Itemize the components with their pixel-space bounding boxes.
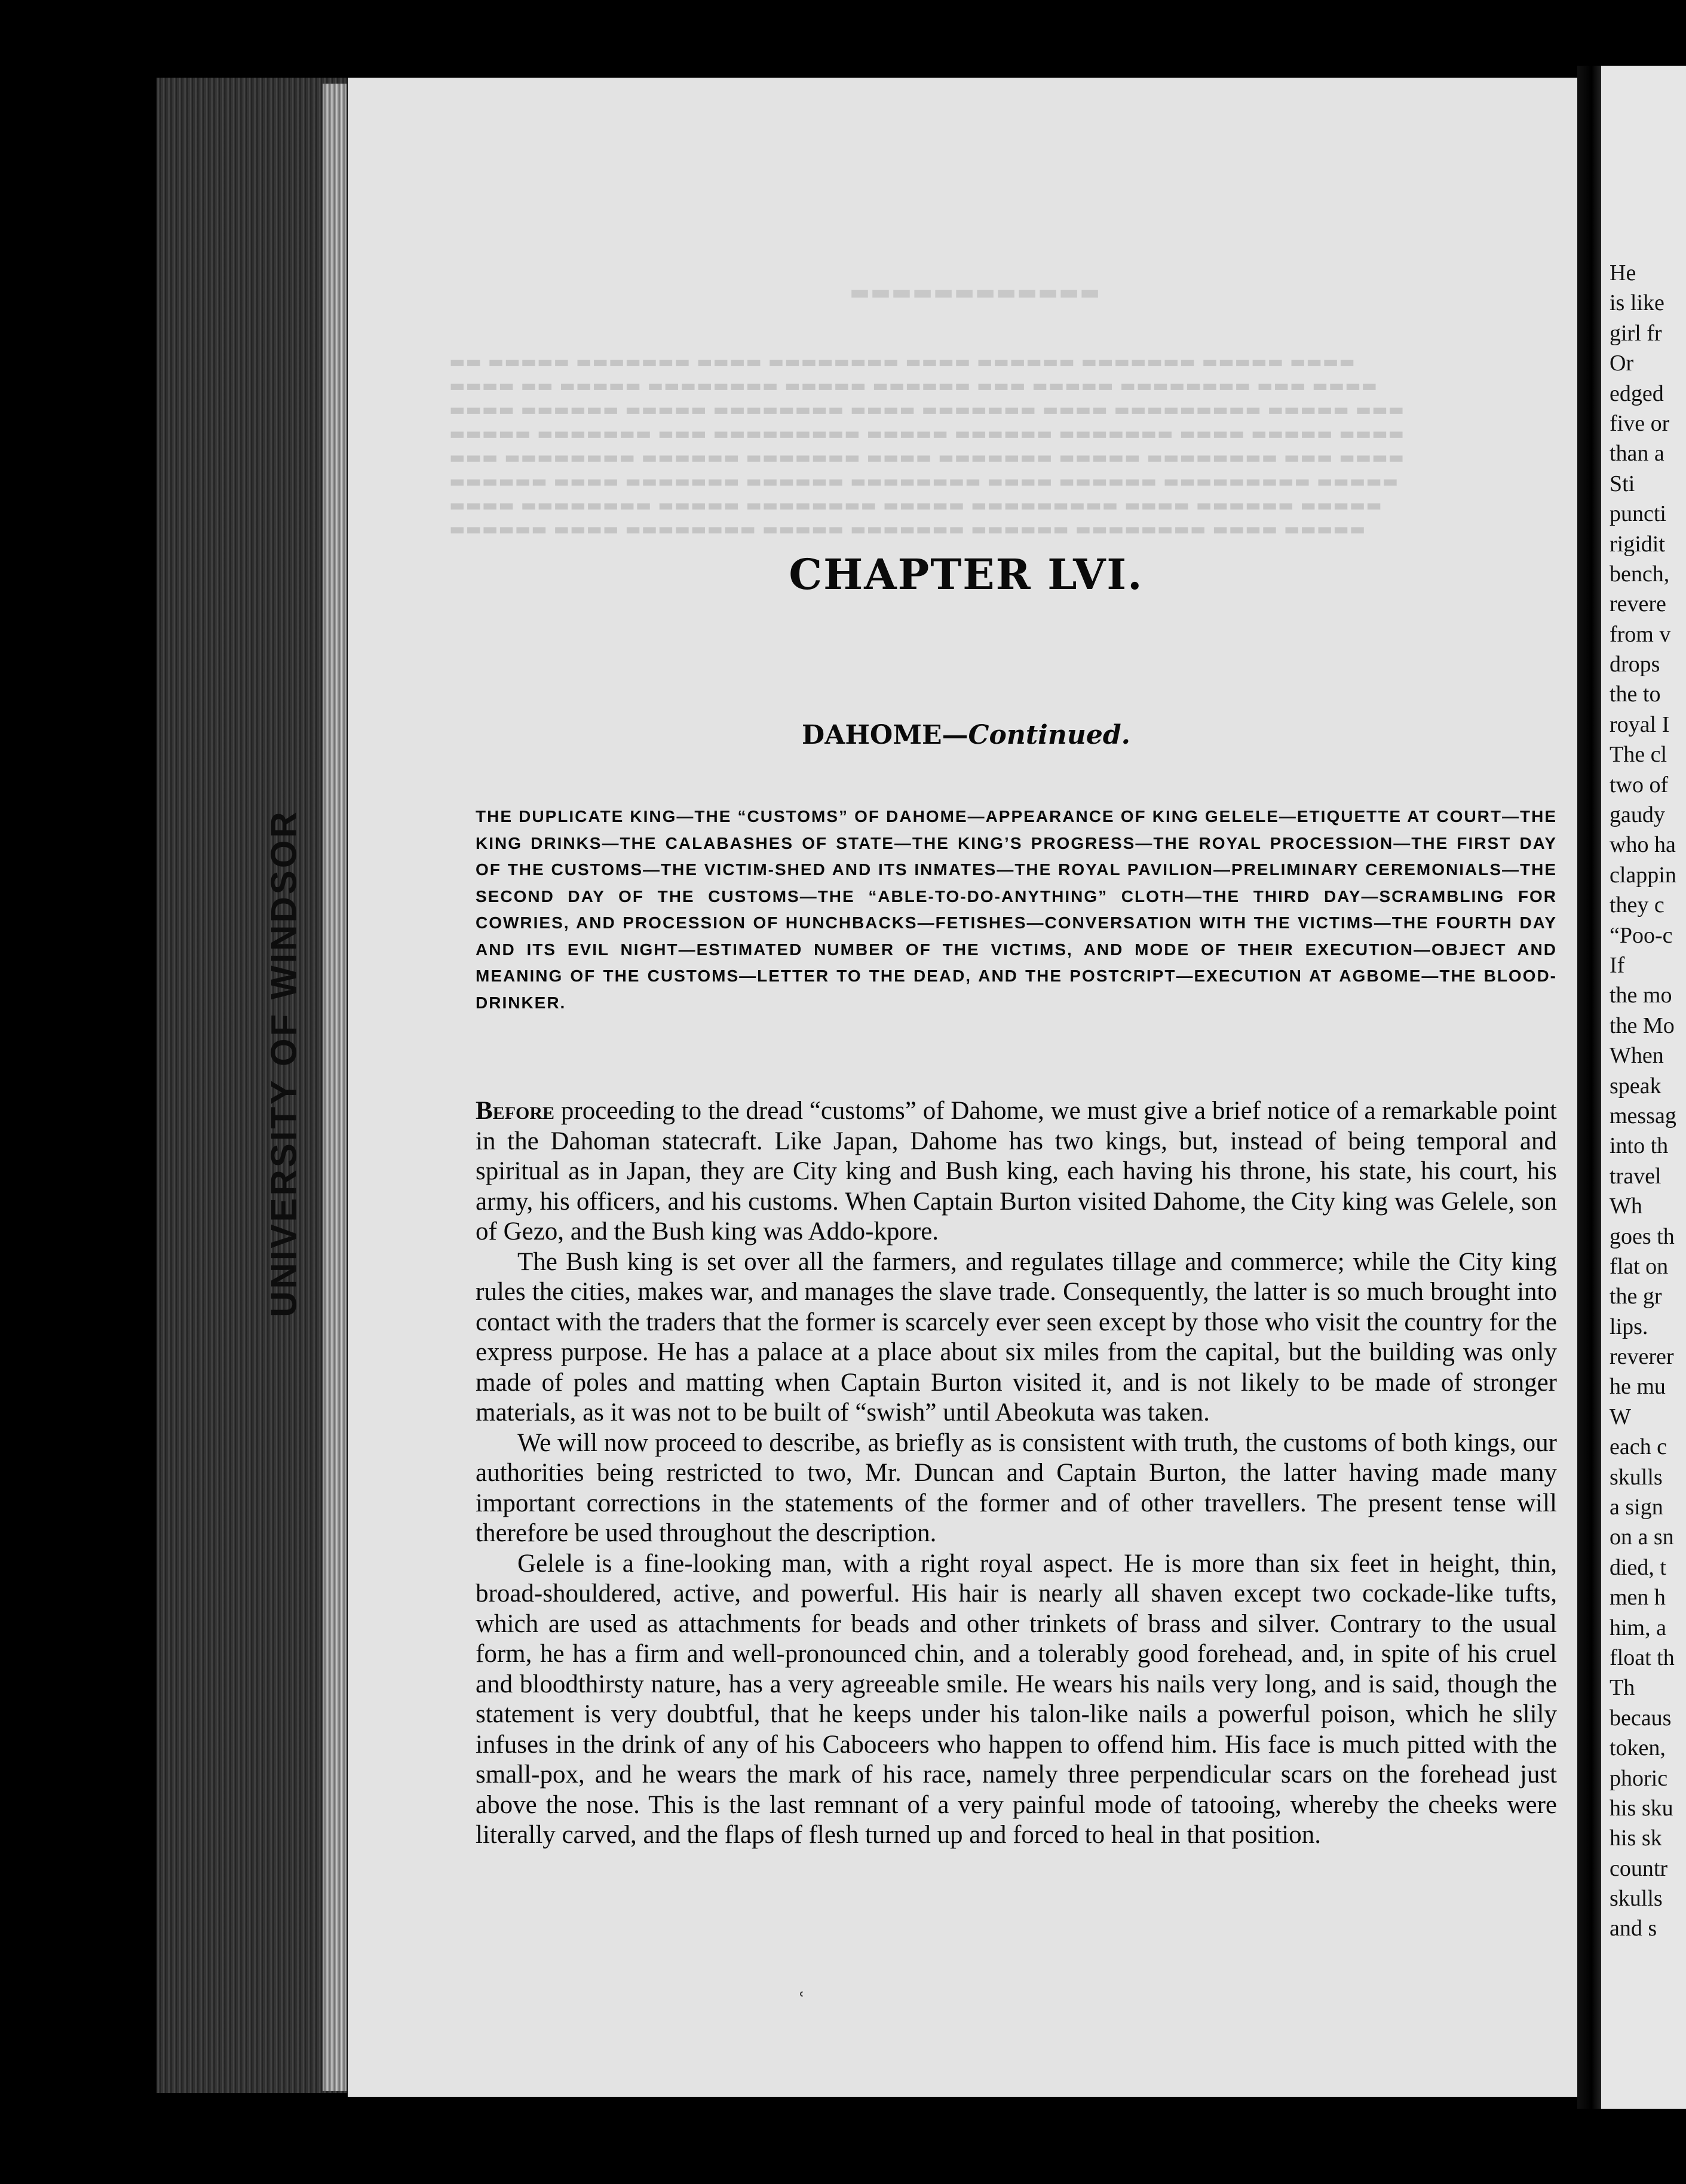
right-page-line: they c bbox=[1610, 892, 1664, 918]
right-page-line: from v bbox=[1610, 621, 1671, 647]
right-page-line: two of bbox=[1610, 772, 1669, 797]
right-page-line: the gr bbox=[1610, 1284, 1662, 1309]
right-page-line: on a sn bbox=[1610, 1524, 1674, 1550]
body-text bbox=[476, 1096, 1557, 1851]
right-page-line: puncti bbox=[1610, 501, 1666, 527]
right-page-line: him, a bbox=[1610, 1615, 1666, 1640]
right-page-line: each c bbox=[1610, 1434, 1667, 1460]
chapter-subtitle bbox=[348, 720, 1584, 750]
right-page-line: Sti bbox=[1610, 471, 1635, 496]
chapter-title: CHAPTER LVI. bbox=[789, 550, 1144, 599]
right-page-line: The cl bbox=[1610, 742, 1667, 768]
right-page-line: Th bbox=[1610, 1675, 1635, 1701]
right-page-line: the Mo bbox=[1610, 1013, 1675, 1038]
right-page-line: speak bbox=[1610, 1073, 1662, 1099]
right-page-line: died, t bbox=[1610, 1554, 1666, 1580]
right-page-line: who ha bbox=[1610, 832, 1676, 858]
paragraph-3: We will now proceed to describe, as briefly as is consistent with truth, the customs of both kings, our authorities being restricted to two, Mr. Duncan and Captain Burton, the latter having made many important corrections in the statements of the former and of other travellers. The present tense will therefore be used throughout the description. bbox=[476, 1428, 1557, 1547]
right-page-fragment bbox=[1601, 66, 1686, 2109]
right-page-line: float th bbox=[1610, 1645, 1675, 1670]
subtitle-continued: Continued. bbox=[968, 720, 1130, 750]
right-page-line: flat on bbox=[1610, 1253, 1669, 1279]
right-page-line: W bbox=[1610, 1404, 1631, 1430]
right-page-line: a sign bbox=[1610, 1495, 1663, 1520]
paragraph-2: The Bush king is set over all the farmers, and regulates tillage and commerce; while the City king rules the cities, makes war, and manages the slave trade. Consequently, the latter is so much brought into contact with the traders that the former is scarcely ever seen except by those who visit the country for the express purpose. He has a palace at a place about six miles from the capital, but the building was only made of poles and matting when Captain Burton visited it, and is not likely to be made of stronger materials, as it was not to be built of “swish” until Abeokuta was taken. bbox=[476, 1247, 1557, 1427]
right-page-line: bench, bbox=[1610, 561, 1670, 587]
right-page-line: If bbox=[1610, 952, 1625, 978]
right-page-line: his sku bbox=[1610, 1795, 1673, 1821]
right-page-line: messag bbox=[1610, 1103, 1676, 1128]
right-page-line: He bbox=[1610, 260, 1636, 286]
right-page-line: skulls bbox=[1610, 1886, 1663, 1912]
right-page-line: the mo bbox=[1610, 983, 1672, 1008]
right-page-line: royal I bbox=[1610, 711, 1670, 737]
right-page-line: five or bbox=[1610, 410, 1670, 436]
right-page-line: his sk bbox=[1610, 1826, 1662, 1851]
right-page-lines bbox=[1610, 258, 1686, 1944]
right-page-line: goes th bbox=[1610, 1223, 1675, 1249]
right-page-line: skulls bbox=[1610, 1464, 1663, 1490]
right-page-line: girl fr bbox=[1610, 320, 1662, 346]
bleed-through-text: ▬▬▬▬▬▬▬▬▬▬▬▬ ▬▬ ▬▬▬▬▬ ▬▬▬▬▬▬▬ ▬▬▬▬ ▬▬▬▬▬▬▬▬ ▬▬▬▬ ▬▬▬▬▬▬ ▬▬▬▬▬▬▬ ▬▬▬▬▬ ▬▬▬▬ ▬▬▬▬ ▬▬ ▬▬▬▬▬ ▬▬▬▬▬▬▬▬ ▬▬▬▬▬ ▬▬▬▬▬▬ ▬▬▬ ▬▬▬▬▬ ▬▬▬▬▬▬▬▬ ▬▬▬ ▬▬▬▬ ▬▬▬▬ ▬▬▬▬▬▬ ▬▬▬▬▬ ▬▬▬▬▬▬▬▬ ▬▬▬▬ ▬▬▬▬▬▬▬ ▬▬▬▬ ▬▬▬▬▬▬▬▬▬ ▬▬▬▬▬ ▬▬▬ ▬▬▬▬▬ ▬▬▬▬▬▬▬ ▬▬▬ ▬▬▬▬▬▬▬▬▬ ▬▬▬▬▬ ▬▬▬▬▬▬ ▬▬▬▬▬▬▬ ▬▬▬▬ ▬▬▬▬▬ ▬▬▬▬ ▬▬▬ ▬▬▬▬▬▬▬▬ ▬▬▬▬▬▬ ▬▬▬▬▬▬▬ ▬▬▬▬ ▬▬▬▬▬▬▬ ▬▬▬▬▬ ▬▬▬▬▬▬▬▬ ▬▬▬ ▬▬▬▬ ▬▬▬▬▬▬ ▬▬▬▬ ▬▬▬▬▬▬▬ ▬▬▬▬▬▬ ▬▬▬▬▬▬▬▬ ▬▬▬▬ ▬▬▬▬▬▬ ▬▬▬▬▬▬▬▬▬ ▬▬▬▬▬ ▬▬▬▬ ▬▬▬▬▬▬▬▬ ▬▬▬▬▬ ▬▬▬▬▬▬▬▬ ▬▬▬▬▬ ▬▬▬▬▬▬▬▬▬ ▬▬▬▬ ▬▬▬▬▬▬ ▬▬▬▬▬ ▬▬▬▬▬▬ ▬▬▬▬ ▬▬▬▬▬▬▬▬ ▬▬▬▬▬ ▬▬▬▬▬▬▬ ▬▬▬▬▬▬ ▬▬▬▬▬▬▬▬ ▬▬▬▬ ▬▬▬▬▬ bbox=[449, 280, 1405, 539]
right-page-line: and s bbox=[1610, 1916, 1657, 1941]
right-page-line: drops bbox=[1610, 652, 1660, 677]
margin-mark: ˓ bbox=[799, 1983, 805, 2007]
library-stamp: UNIVERSITY OF WINDSOR bbox=[263, 809, 304, 1317]
right-page-line: “Poo-c bbox=[1610, 922, 1673, 948]
right-page-line: edged bbox=[1610, 381, 1664, 406]
right-page-line: When bbox=[1610, 1043, 1664, 1069]
right-page-line: Or bbox=[1610, 351, 1634, 376]
right-page-line: gaudy bbox=[1610, 802, 1665, 828]
book-gutter bbox=[1577, 66, 1601, 2109]
book-spine bbox=[157, 78, 347, 2093]
right-page-line: into th bbox=[1610, 1133, 1669, 1159]
chapter-summary: THE DUPLICATE KING—THE “CUSTOMS” OF DAHOME—APPEARANCE OF KING GELELE—ETIQUETTE AT COURT—THE KING DRINKS—THE CALABASHES OF STATE—THE KING’S PROGRESS—THE ROYAL PROCESSION—THE FIRST DAY OF THE CUSTOMS—THE VICTIM-SHED AND ITS INMATES—THE ROYAL PAVILION—PRELIMINARY CEREMONIALS—THE SECOND DAY OF THE CUSTOMS—THE “ABLE-TO-DO-ANYTHING” CLOTH—THE THIRD DAY—SCRAMBLING FOR COWRIES, AND PROCESSION OF HUNCHBACKS—FETISHES—CONVERSATION WITH THE VICTIMS—THE FOURTH DAY AND ITS EVIL NIGHT—ESTIMATED NUMBER OF THE VICTIMS, AND MODE OF THEIR EXECUTION—OBJECT AND MEANING OF THE CUSTOMS—LETTER TO THE DEAD, AND THE POSTCRIPT—EXECUTION AT AGBOME—THE BLOOD-DRINKER. bbox=[476, 807, 1557, 1012]
right-page-line: clappin bbox=[1610, 862, 1676, 888]
right-page-line: he mu bbox=[1610, 1374, 1666, 1400]
right-page-line: men h bbox=[1610, 1585, 1666, 1611]
right-page-line: lips. bbox=[1610, 1314, 1648, 1339]
left-page bbox=[348, 78, 1584, 2097]
subtitle-main: DAHOME— bbox=[802, 720, 968, 750]
right-page-line: rigidit bbox=[1610, 531, 1665, 557]
right-page-line: reverer bbox=[1610, 1344, 1674, 1370]
right-page-line: is like bbox=[1610, 290, 1664, 316]
paragraph-1-text: proceeding to the dread “customs” of Dahome, we must give a brief notice of a remarkable point in the Dahoman statecraft. Like Japan, Dahome has two kings, but, instead of being temporal and spiritual as in Japan, they are City king and Bush king, each having his throne, his state, his court, his army, his officers, and his customs. When Captain Burton visited Dahome, the City king was Gelele, son of Gezo, and the Bush king was Addo-kpore. bbox=[476, 1097, 1557, 1246]
right-page-line: than a bbox=[1610, 441, 1664, 467]
right-page-line: Wh bbox=[1610, 1194, 1642, 1219]
right-page-line: token, bbox=[1610, 1735, 1666, 1761]
right-page-line: travel bbox=[1610, 1163, 1662, 1189]
paragraph-1-lead: Before bbox=[476, 1097, 555, 1125]
page-edges bbox=[323, 84, 347, 2091]
right-page-line: the to bbox=[1610, 682, 1661, 707]
right-page-line: phoric bbox=[1610, 1765, 1668, 1791]
right-page-line: becaus bbox=[1610, 1705, 1672, 1731]
right-page-line: revere bbox=[1610, 591, 1666, 617]
paragraph-4: Gelele is a fine-looking man, with a right royal aspect. He is more than six feet in height, thin, broad-shouldered, active, and powerful. His hair is nearly all shaven except two cockade-like tufts, which are used as attachments for beads and other trinkets of brass and silver. Contrary to the usual form, he has a firm and well-pronounced chin, and a tolerably good forehead, and, in spite of his cruel and bloodthirsty nature, has a very agreeable smile. He wears his nails very long, and is said, though the statement is very doubtful, that he keeps under his talon-like nails a powerful poison, which he slily infuses in the drink of any of his Caboceers who happen to offend him. His face is much pitted with the small-pox, and he wears the mark of his race, namely three perpendicular scars on the forehead just above the nose. This is the last remnant of a very painful mode of tatooing, whereby the cheeks were literally carved, and the flaps of flesh turned up and forced to heal in that position. bbox=[476, 1549, 1557, 1849]
paragraph-1 bbox=[476, 1096, 1557, 1247]
right-page-line: countr bbox=[1610, 1855, 1668, 1881]
